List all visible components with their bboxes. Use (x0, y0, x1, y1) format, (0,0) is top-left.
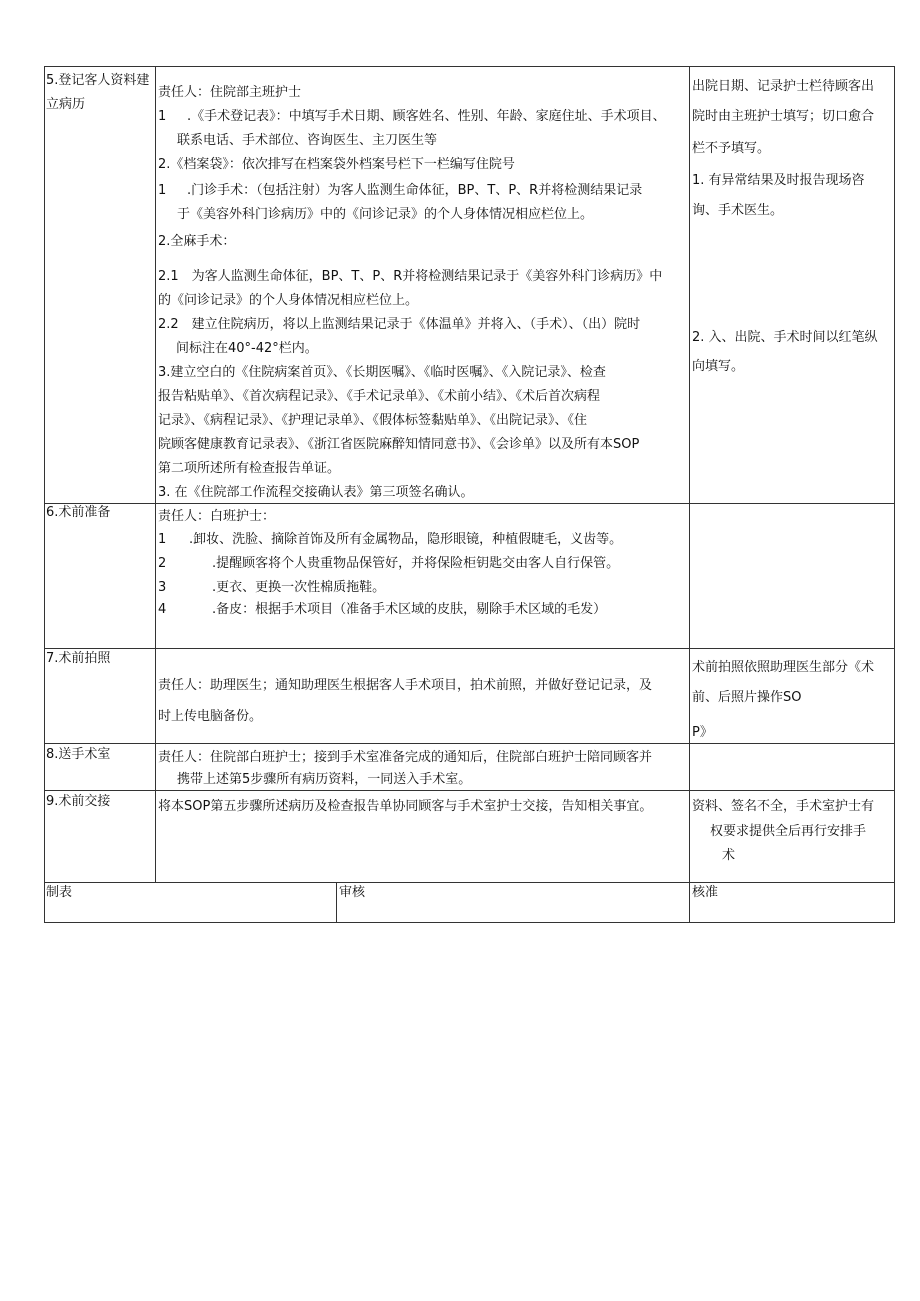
table-bottom-border (44, 922, 895, 923)
column-divider-footer-mid (336, 882, 337, 923)
table-top-border (44, 66, 895, 67)
content-line: .卸妆、洗脸、摘除首饰及所有金属物品，隐形眼镜，种植假睫毛，义齿等。 (189, 532, 623, 547)
step-label: 6.术前准备 (46, 505, 111, 520)
step-label: 7.术前拍照 (46, 651, 111, 666)
content-line: 院顾客健康教育记录表》、《浙江省医院麻醉知情同意书》、《会诊单》以及所有本SOP (158, 437, 640, 452)
footer-made-label: 制表 (46, 885, 73, 900)
column-divider-note (689, 66, 690, 923)
list-number: 1 (158, 183, 167, 198)
list-number: 4 (158, 602, 167, 617)
content-line: 3.建立空白的《住院病案首页》、《长期医嘱》、《临时医嘱》、《入院记录》、检查 (158, 365, 606, 380)
content-line: 的《问诊记录》的个人身体情况相应栏位上。 (158, 293, 419, 308)
content-line: 责任人：住院部白班护士；接到手术室准备完成的通知后，住院部白班护士陪同顾客并 (158, 750, 653, 765)
note-line: P》 (692, 725, 713, 740)
note-line: 权要求提供全后再行安排手 (710, 824, 867, 839)
note-line: 术 (722, 848, 736, 863)
content-line: 间标注在40°-42°栏内。 (176, 341, 318, 356)
content-line: 责任人：白班护士： (158, 509, 276, 524)
note-line: 出院日期、记录护士栏待顾客出 (692, 79, 875, 94)
note-line: 资料、签名不全，手术室护士有 (692, 799, 875, 814)
note-line: 1. 有异常结果及时报告现场咨 (692, 173, 865, 188)
content-line: .更衣、更换一次性棉质拖鞋。 (212, 580, 386, 595)
note-line: 栏不予填写。 (692, 141, 771, 156)
footer-approve-label: 核准 (692, 885, 719, 900)
content-line: .提醒顾客将个人贵重物品保管好，并将保险柜钥匙交由客人自行保管。 (212, 556, 620, 571)
row-divider-9 (44, 790, 895, 791)
step-label: 立病历 (46, 97, 86, 112)
content-line: 2.2 建立住院病历，将以上监测结果记录于《体温单》并将入、（手术）、（出）院时 (158, 317, 641, 332)
table-right-border (894, 66, 895, 923)
content-line: 2.全麻手术： (158, 234, 236, 249)
list-number: 1 (158, 532, 167, 547)
content-line: .门诊手术：（包括注射）为客人监测生命体征，BP、T、P、R并将检测结果记录 (187, 183, 643, 198)
column-divider-step (155, 66, 156, 883)
list-number: 2 (158, 556, 167, 571)
row-divider-6 (44, 503, 895, 504)
row-divider-footer (44, 882, 895, 883)
content-line: 报告粘贴单》、《首次病程记录》、《手术记录单》、《术前小结》、《术后首次病程 (158, 389, 601, 404)
content-line: 2.《档案袋》：依次排写在档案袋外档案号栏下一栏编写住院号 (158, 157, 515, 172)
content-line: .《手术登记表》：中填写手术日期、顾客姓名、性别、年龄、家庭住址、手术项目、 (187, 109, 666, 124)
footer-review-label: 审核 (339, 885, 366, 900)
step-label: 9.术前交接 (46, 794, 111, 809)
content-line: 记录》、《病程记录》、《护理记录单》、《假体标签黏贴单》、《出院记录》、《住 (158, 413, 588, 428)
row-divider-8 (44, 743, 895, 744)
note-line: 向填写。 (692, 359, 745, 374)
content-line: 于《美容外科门诊病历》中的《问诊记录》的个人身体情况相应栏位上。 (177, 207, 594, 222)
note-line: 2. 入、出院、手术时间以红笔纵 (692, 330, 878, 345)
content-line: 第二项所述所有检查报告单证。 (158, 461, 341, 476)
content-line: 携带上述第5步骤所有病历资料，一同送入手术室。 (177, 772, 472, 787)
note-line: 院时由主班护士填写；切口愈合 (692, 109, 875, 124)
step-label: 5.登记客人资料建 (46, 73, 150, 88)
list-number: 1 (158, 109, 167, 124)
content-line: 2.1 为客人监测生命体征，BP、T、P、R并将检测结果记录于《美容外科门诊病历》中 (158, 269, 663, 284)
note-line: 术前拍照依照助理医生部分《术 (692, 660, 875, 675)
row-divider-7 (44, 648, 895, 649)
content-line: 时上传电脑备份。 (158, 709, 263, 724)
list-number: 3 (158, 580, 167, 595)
content-line: 3. 在《住院部工作流程交接确认表》第三项签名确认。 (158, 485, 474, 500)
content-line: 联系电话、手术部位、咨询医生、主刀医生等 (177, 133, 438, 148)
content-line: 责任人：助理医生；通知助理医生根据客人手术项目，拍术前照，并做好登记记录，及 (158, 678, 653, 693)
content-line: .备皮：根据手术项目（准备手术区域的皮肤，剔除手术区域的毛发） (212, 602, 607, 617)
content-line: 责任人：住院部主班护士 (158, 85, 302, 100)
table-left-border (44, 66, 45, 923)
note-line: 前、后照片操作SO (692, 690, 802, 705)
step-label: 8.送手术室 (46, 747, 111, 762)
note-line: 询、手术医生。 (692, 203, 784, 218)
content-line: 将本SOP第五步骤所述病历及检查报告单协同顾客与手术室护士交接，告知相关事宜。 (158, 799, 653, 814)
